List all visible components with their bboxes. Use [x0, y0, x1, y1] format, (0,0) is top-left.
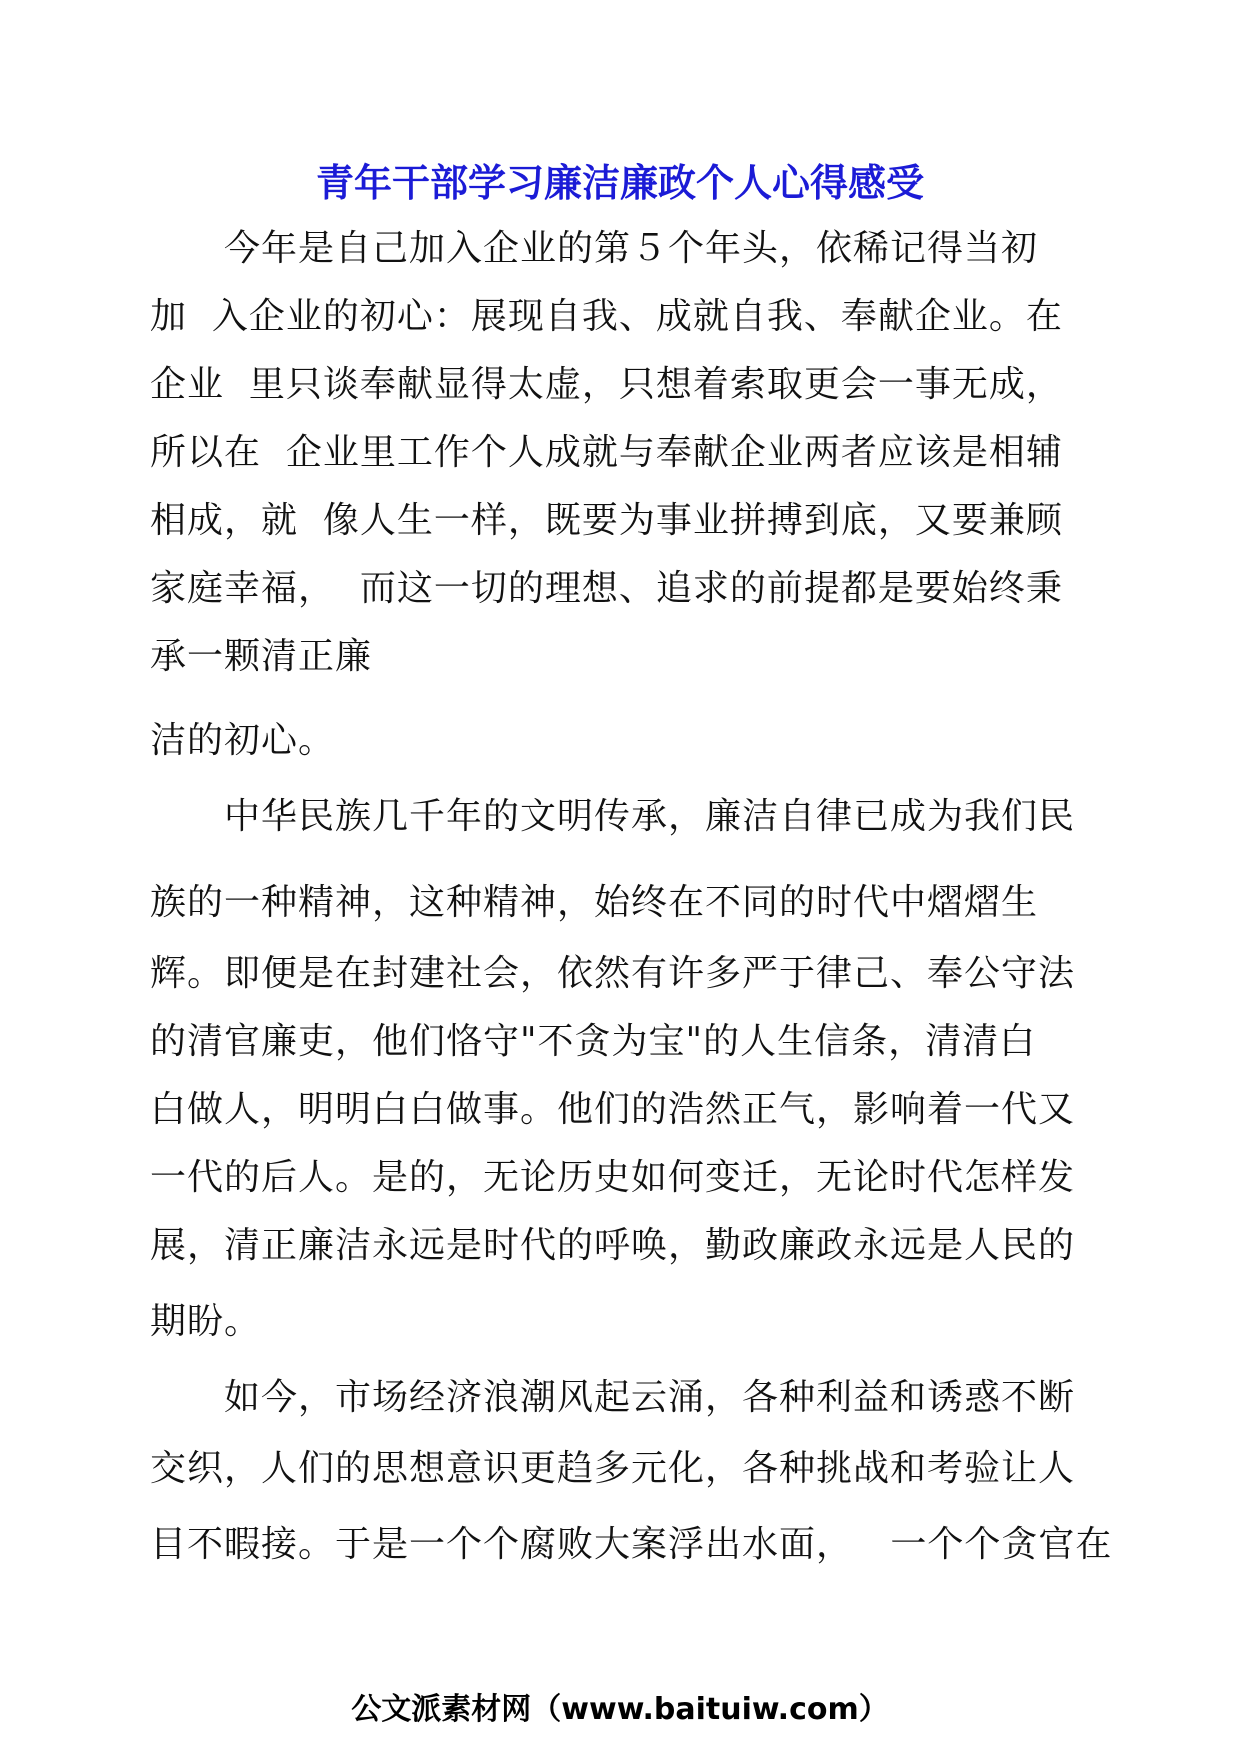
body-line: 白做人，明明白白做事。他们的浩然正气，影响着一代又	[150, 1089, 1076, 1130]
body-line: 辉。即便是在封建社会，依然有许多严于律己、奉公守法	[150, 953, 1076, 994]
body-line: 家庭幸福， 而这一切的理想、追求的前提都是要始终秉	[150, 568, 1063, 609]
body-line: 一代的后人。是的，无论历史如何变迁，无论时代怎样发	[150, 1157, 1076, 1198]
body-line: 的清官廉吏，他们恪守"不贪为宝"的人生信条，清清白	[150, 1021, 1037, 1062]
body-line: 中华民族几千年的文明传承，廉洁自律已成为我们民	[150, 796, 1076, 837]
body-line: 今年是自己加入企业的第５个年头，依稀记得当初	[150, 228, 1039, 269]
body-line: 展，清正廉洁永远是时代的呼唤，勤政廉政永远是人民的	[150, 1225, 1076, 1266]
body-line: 承一颗清正廉	[150, 636, 373, 677]
body-line: 相成，就 像人生一样，既要为事业拼搏到底，又要兼顾	[150, 500, 1063, 541]
body-line: 交织，人们的思想意识更趋多元化，各种挑战和考验让人	[150, 1448, 1076, 1489]
body-line: 企业 里只谈奉献显得太虚，只想着索取更会一事无成，	[150, 364, 1063, 405]
body-line: 族的一种精神，这种精神，始终在不同的时代中熠熠生	[150, 882, 1039, 923]
document-title: 青年干部学习廉洁廉政个人心得感受	[315, 161, 924, 205]
body-line: 期盼。	[150, 1301, 262, 1342]
body-line: 所以在 企业里工作个人成就与奉献企业两者应该是相辅	[150, 432, 1063, 473]
body-line: 加 入企业的初心：展现自我、成就自我、奉献企业。在	[150, 296, 1063, 337]
body-line: 洁的初心。	[150, 720, 336, 761]
body-line: 如今，市场经济浪潮风起云涌，各种利益和诱惑不断	[150, 1377, 1076, 1418]
body-line: 目不暇接。于是一个个腐败大案浮出水面， 一个个贪官在	[150, 1524, 1113, 1565]
footer-source: 公文派素材网（www.baituiw.com）	[351, 1692, 889, 1727]
